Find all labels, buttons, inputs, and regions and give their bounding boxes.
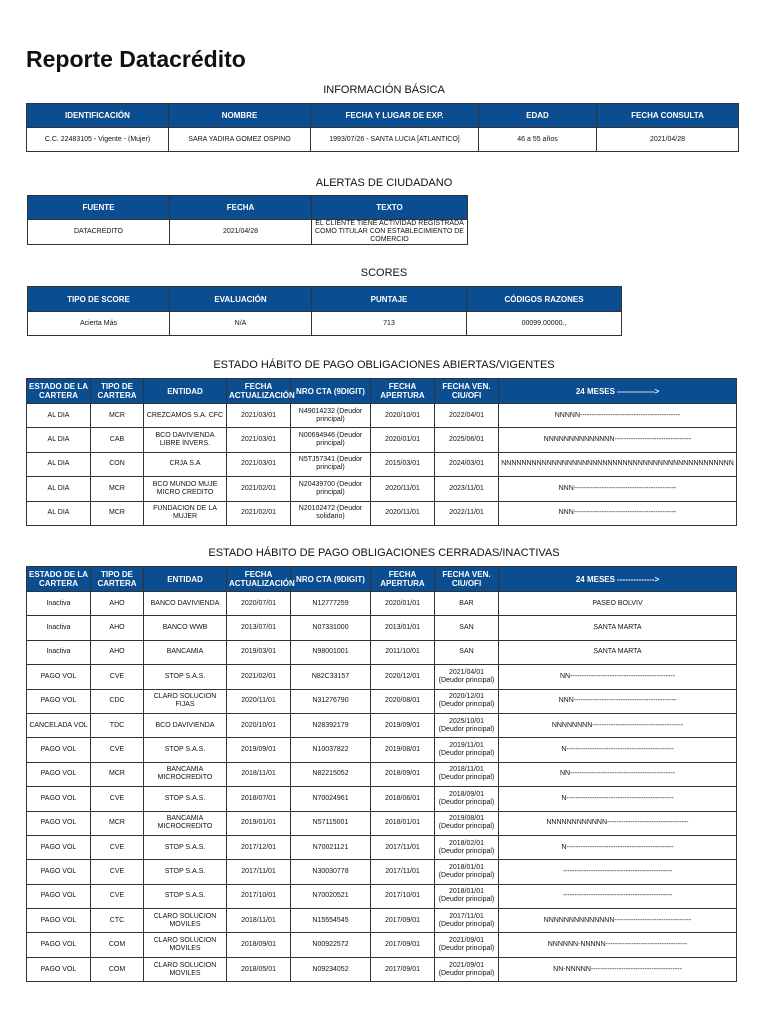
- cell-puntaje: 713: [312, 312, 467, 336]
- header-estado: ESTADO DE LA CARTERA: [27, 567, 91, 592]
- cell-estado: PAGO VOL: [27, 860, 91, 884]
- cell-fecha-ven: 2023/11/01: [435, 477, 499, 501]
- cell-fecha-ven: 2021/09/01 (Deudor principal): [435, 957, 499, 981]
- cell-fecha-apertura: 2020/11/01: [371, 477, 435, 501]
- cell-tipo: COM: [91, 957, 144, 981]
- cell-nro-cta: N57115001: [291, 811, 371, 835]
- header-nro-cta: NRO CTA (9DIGIT): [291, 567, 371, 592]
- cell-nro-cta: N07331000: [291, 616, 371, 640]
- header-fecha-lugar-exp: FECHA Y LUGAR DE EXP.: [311, 104, 479, 128]
- cell-fecha-actualizacion: 2021/02/01: [227, 477, 291, 501]
- cell-entidad: BANCO WWB: [144, 616, 227, 640]
- cell-nro-cta: N10037822: [291, 738, 371, 762]
- cell-fecha-lugar-exp: 1993/07/26 - SANTA LUCIA [ATLANTICO]: [311, 128, 479, 152]
- alertas-table: [27, 195, 468, 245]
- cell-24-meses: SANTA MARTA: [499, 616, 737, 640]
- cell-estado: PAGO VOL: [27, 787, 91, 811]
- cell-fecha-ven: 2018/01/01 (Deudor principal): [435, 860, 499, 884]
- cell-estado: PAGO VOL: [27, 689, 91, 713]
- cell-estado: AL DIA: [27, 501, 91, 525]
- cell-fecha-apertura: 2015/03/01: [371, 452, 435, 476]
- header-fecha-actualizacion: FECHA ACTUALIZACIÓN: [227, 567, 291, 592]
- cell-fecha-apertura: 2019/09/01: [371, 713, 435, 737]
- cell-fecha-actualizacion: 2021/02/01: [227, 501, 291, 525]
- cell-fecha-apertura: 2017/09/01: [371, 957, 435, 981]
- cell-entidad: FUNDACION DE LA MUJER: [144, 501, 227, 525]
- report-title: Reporte Datacrédito: [26, 46, 246, 72]
- cell-fecha-ven: 2018/11/01 (Deudor principal): [435, 762, 499, 786]
- cell-fecha-actualizacion: 2018/07/01: [227, 787, 291, 811]
- cell-fecha: 2021/04/28: [170, 220, 312, 245]
- cell-fecha-apertura: 2018/01/01: [371, 811, 435, 835]
- cell-fecha-ven: 2020/12/01 (Deudor principal): [435, 689, 499, 713]
- cell-fecha-apertura: 2020/08/01: [371, 689, 435, 713]
- informacion-basica-table: [26, 103, 739, 152]
- cell-nro-cta: N70024961: [291, 787, 371, 811]
- header-24-meses: 24 MESES -------------->: [499, 567, 737, 592]
- cell-estado: PAGO VOL: [27, 933, 91, 957]
- header-puntaje: PUNTAJE: [312, 287, 467, 312]
- cell-entidad: STOP S.A.S.: [144, 738, 227, 762]
- cell-entidad: BCO DAVIVIENDA: [144, 713, 227, 737]
- cell-codigos-razones: 00099.00000.,: [467, 312, 622, 336]
- cell-entidad: BANCAMIA MICROCREDITO: [144, 811, 227, 835]
- cell-nro-cta: N70021121: [291, 835, 371, 859]
- cell-fecha-actualizacion: 2017/10/01: [227, 884, 291, 908]
- table-row: [27, 665, 737, 689]
- cell-fecha-apertura: 2020/01/01: [371, 592, 435, 616]
- table-row: [27, 738, 737, 762]
- cell-estado: PAGO VOL: [27, 884, 91, 908]
- cell-entidad: BANCO DAVIVIENDA: [144, 592, 227, 616]
- cell-estado: PAGO VOL: [27, 762, 91, 786]
- scores-table: [27, 286, 622, 336]
- cell-entidad: STOP S.A.S.: [144, 884, 227, 908]
- cell-fecha-apertura: 2020/10/01: [371, 404, 435, 428]
- cell-identificacion: C.C. 22483105 - Vigente - (Mujer): [27, 128, 169, 152]
- cell-tipo: CON: [91, 452, 144, 476]
- table-row: [27, 501, 737, 525]
- cell-fuente: DATACREDITO: [28, 220, 170, 245]
- cell-fecha-ven: 2018/01/01 (Deudor principal): [435, 884, 499, 908]
- cell-nro-cta: N00694946 (Deudor principal): [291, 428, 371, 452]
- cell-fecha-ven: 2019/08/01 (Deudor principal): [435, 811, 499, 835]
- header-entidad: ENTIDAD: [144, 567, 227, 592]
- cell-fecha-apertura: 2017/09/01: [371, 933, 435, 957]
- cell-fecha-actualizacion: 2020/07/01: [227, 592, 291, 616]
- cell-tipo: AHO: [91, 616, 144, 640]
- header-estado: ESTADO DE LA CARTERA: [27, 379, 91, 404]
- cell-24-meses: -----------------------------------------------: [499, 884, 737, 908]
- header-fecha-consulta: FECHA CONSULTA: [597, 104, 739, 128]
- cell-estado: AL DIA: [27, 428, 91, 452]
- cell-fecha-actualizacion: 2018/11/01: [227, 909, 291, 933]
- cell-entidad: CLARO SOLUCION MOVILES: [144, 933, 227, 957]
- cell-nro-cta: N15554545: [291, 909, 371, 933]
- cell-fecha-apertura: 2020/12/01: [371, 665, 435, 689]
- cell-fecha-actualizacion: 2018/05/01: [227, 957, 291, 981]
- cell-fecha-ven: 2018/09/01 (Deudor principal): [435, 787, 499, 811]
- table-row: [27, 762, 737, 786]
- cell-fecha-apertura: 2017/11/01: [371, 860, 435, 884]
- table-row: [27, 592, 737, 616]
- header-texto: TEXTO: [312, 196, 468, 220]
- section-title-alertas: ALERTAS DE CIUDADANO: [315, 177, 453, 189]
- cell-estado: AL DIA: [27, 452, 91, 476]
- cell-tipo: TDC: [91, 713, 144, 737]
- cell-fecha-ven: 2018/02/01 (Deudor principal): [435, 835, 499, 859]
- table-row: [27, 860, 737, 884]
- cell-fecha-actualizacion: 2019/01/01: [227, 811, 291, 835]
- cell-entidad: CLARO SOLUCION MOVILES: [144, 909, 227, 933]
- cell-tipo: MCR: [91, 404, 144, 428]
- cell-nro-cta: N5TJ57341 (Deudor principal): [291, 452, 371, 476]
- cell-fecha-apertura: 2020/01/01: [371, 428, 435, 452]
- cell-estado: Inactiva: [27, 592, 91, 616]
- cell-entidad: STOP S.A.S.: [144, 835, 227, 859]
- header-fuente: FUENTE: [28, 196, 170, 220]
- cell-tipo: CDC: [91, 689, 144, 713]
- cell-estado: AL DIA: [27, 477, 91, 501]
- cell-estado: PAGO VOL: [27, 957, 91, 981]
- cell-tipo: MCR: [91, 501, 144, 525]
- table-row: [27, 477, 737, 501]
- cell-tipo: MCR: [91, 811, 144, 835]
- cell-nro-cta: N82C33157: [291, 665, 371, 689]
- cell-fecha-actualizacion: 2018/09/01: [227, 933, 291, 957]
- cell-fecha-apertura: 2017/10/01: [371, 884, 435, 908]
- cell-edad: 46 a 55 años: [479, 128, 597, 152]
- cell-24-meses: NNNNNNNNNNNN-----------------------------------: [499, 811, 737, 835]
- cell-estado: AL DIA: [27, 404, 91, 428]
- cell-fecha-apertura: 2020/11/01: [371, 501, 435, 525]
- header-nro-cta: NRO CTA (9DIGIT): [291, 379, 371, 404]
- cell-entidad: BANCAMIA: [144, 640, 227, 664]
- table-row: [27, 689, 737, 713]
- cell-fecha-actualizacion: 2020/10/01: [227, 713, 291, 737]
- header-codigos-razones: CÓDIGOS RAZONES: [467, 287, 622, 312]
- cell-nro-cta: N28392179: [291, 713, 371, 737]
- obligaciones-cerradas-table: [26, 566, 737, 982]
- cell-estado: PAGO VOL: [27, 665, 91, 689]
- cell-tipo: MCR: [91, 477, 144, 501]
- cell-fecha-actualizacion: 2021/02/01: [227, 665, 291, 689]
- cell-nro-cta: N98001001: [291, 640, 371, 664]
- cell-nro-cta: N70020521: [291, 884, 371, 908]
- cell-nro-cta: N20439700 (Deudor principal): [291, 477, 371, 501]
- table-row: [27, 884, 737, 908]
- cell-24-meses: NNNNNNNNNNNNNN---------------------------------: [499, 428, 737, 452]
- cell-fecha-actualizacion: 2019/03/01: [227, 640, 291, 664]
- cell-fecha-actualizacion: 2021/03/01: [227, 452, 291, 476]
- header-tipo-score: TIPO DE SCORE: [28, 287, 170, 312]
- cell-entidad: BANCAMIA MICROCREDITO: [144, 762, 227, 786]
- cell-entidad: CLARO SOLUCION FIJAS: [144, 689, 227, 713]
- cell-tipo: CVE: [91, 787, 144, 811]
- header-fecha-actualizacion: FECHA ACTUALIZACIÓN: [227, 379, 291, 404]
- cell-fecha-actualizacion: 2021/03/01: [227, 428, 291, 452]
- cell-estado: Inactiva: [27, 616, 91, 640]
- cell-fecha-ven: SAN: [435, 616, 499, 640]
- table-row: [27, 811, 737, 835]
- cell-estado: CANCELADA VOL: [27, 713, 91, 737]
- header-edad: EDAD: [479, 104, 597, 128]
- cell-tipo: CVE: [91, 884, 144, 908]
- cell-tipo: CVE: [91, 860, 144, 884]
- cell-fecha-apertura: 2017/11/01: [371, 835, 435, 859]
- cell-fecha-ven: 2022/11/01: [435, 501, 499, 525]
- cell-fecha-apertura: 2019/08/01: [371, 738, 435, 762]
- cell-entidad: STOP S.A.S.: [144, 860, 227, 884]
- table-row: [27, 404, 737, 428]
- cell-24-meses: NNNNNNNNNNNNNNNNNNNNNNNNNNNNNNNNNNNNNNNNNNNNNN: [499, 452, 737, 476]
- table-row: [27, 452, 737, 476]
- cell-fecha-actualizacion: 2019/09/01: [227, 738, 291, 762]
- section-title-informacion-basica: INFORMACIÓN BÁSICA: [323, 84, 445, 96]
- cell-tipo: COM: [91, 933, 144, 957]
- table-row: [27, 909, 737, 933]
- cell-24-meses: NNNNNNNNNNNNNN---------------------------------: [499, 909, 737, 933]
- cell-evaluacion: N/A: [170, 312, 312, 336]
- cell-fecha-actualizacion: 2020/11/01: [227, 689, 291, 713]
- cell-fecha-ven: 2021/04/01 (Deudor principal): [435, 665, 499, 689]
- cell-fecha-ven: 2019/11/01 (Deudor principal): [435, 738, 499, 762]
- header-fecha-ven: FECHA VEN. CIU/OFI: [435, 567, 499, 592]
- cell-24-meses: NNN--------------------------------------------: [499, 477, 737, 501]
- cell-fecha-actualizacion: 2017/11/01: [227, 860, 291, 884]
- cell-tipo: CVE: [91, 665, 144, 689]
- table-row: [27, 835, 737, 859]
- cell-fecha-ven: 2025/10/01 (Deudor principal): [435, 713, 499, 737]
- cell-tipo: CTC: [91, 909, 144, 933]
- cell-24-meses: NNNNN-------------------------------------------: [499, 404, 737, 428]
- cell-nro-cta: N09234052: [291, 957, 371, 981]
- table-row: [27, 640, 737, 664]
- table-row: [27, 957, 737, 981]
- cell-fecha-actualizacion: 2021/03/01: [227, 404, 291, 428]
- header-evaluacion: EVALUACIÓN: [170, 287, 312, 312]
- cell-nro-cta: N82215052: [291, 762, 371, 786]
- obligaciones-abiertas-table: [26, 378, 737, 526]
- cell-24-meses: PASEO BOLVIV: [499, 592, 737, 616]
- cell-fecha-ven: 2017/11/01 (Deudor principal): [435, 909, 499, 933]
- cell-fecha-apertura: 2013/01/01: [371, 616, 435, 640]
- cell-nro-cta: N12777259: [291, 592, 371, 616]
- table-row: [27, 616, 737, 640]
- cell-24-meses: NNN--------------------------------------------: [499, 689, 737, 713]
- header-entidad: ENTIDAD: [144, 379, 227, 404]
- cell-tipo: CVE: [91, 738, 144, 762]
- header-fecha-apertura: FECHA APERTURA: [371, 379, 435, 404]
- cell-fecha-actualizacion: 2017/12/01: [227, 835, 291, 859]
- cell-estado: PAGO VOL: [27, 738, 91, 762]
- cell-nro-cta: N00922572: [291, 933, 371, 957]
- cell-fecha-apertura: 2018/09/01: [371, 762, 435, 786]
- cell-fecha-actualizacion: 2013/07/01: [227, 616, 291, 640]
- cell-fecha-actualizacion: 2018/11/01: [227, 762, 291, 786]
- cell-24-meses: NNN--------------------------------------------: [499, 501, 737, 525]
- cell-tipo: AHO: [91, 640, 144, 664]
- header-nombre: NOMBRE: [169, 104, 311, 128]
- cell-tipo: MCR: [91, 762, 144, 786]
- header-tipo: TIPO DE CARTERA: [91, 379, 144, 404]
- table-row: [27, 713, 737, 737]
- cell-tipo: CAB: [91, 428, 144, 452]
- cell-estado: PAGO VOL: [27, 835, 91, 859]
- cell-entidad: CREZCAMOS S.A. CFC: [144, 404, 227, 428]
- cell-fecha-ven: SAN: [435, 640, 499, 664]
- cell-tipo: AHO: [91, 592, 144, 616]
- section-title-obligaciones-cerradas: ESTADO HÁBITO DE PAGO OBLIGACIONES CERRADAS/INACTIVAS: [208, 547, 560, 559]
- header-fecha-apertura: FECHA APERTURA: [371, 567, 435, 592]
- table-row: [27, 933, 737, 957]
- cell-entidad: CRJA S.A: [144, 452, 227, 476]
- cell-entidad: BCO MUNDO MUJE MICRO CREDITO: [144, 477, 227, 501]
- cell-24-meses: NN---------------------------------------------: [499, 762, 737, 786]
- header-fecha-ven: FECHA VEN. CIU/OFI: [435, 379, 499, 404]
- cell-entidad: STOP S.A.S.: [144, 665, 227, 689]
- cell-fecha-ven: 2024/03/01: [435, 452, 499, 476]
- cell-fecha-ven: 2022/04/01: [435, 404, 499, 428]
- cell-estado: PAGO VOL: [27, 811, 91, 835]
- cell-tipo: CVE: [91, 835, 144, 859]
- header-fecha: FECHA: [170, 196, 312, 220]
- cell-24-meses: SANTA MARTA: [499, 640, 737, 664]
- cell-nro-cta: N20102472 (Deudor solidario): [291, 501, 371, 525]
- cell-24-meses: NN---------------------------------------------: [499, 665, 737, 689]
- cell-entidad: BCO DAVIVIENDA LIBRE INVERS.: [144, 428, 227, 452]
- cell-fecha-apertura: 2017/09/01: [371, 909, 435, 933]
- header-identificacion: IDENTIFICACIÓN: [27, 104, 169, 128]
- cell-24-meses: N----------------------------------------------: [499, 738, 737, 762]
- cell-fecha-consulta: 2021/04/28: [597, 128, 739, 152]
- cell-fecha-apertura: 2011/10/01: [371, 640, 435, 664]
- table-row: [27, 428, 737, 452]
- cell-nombre: SARA YADIRA GOMEZ OSPINO: [169, 128, 311, 152]
- cell-24-meses: N----------------------------------------------: [499, 835, 737, 859]
- cell-texto: EL CLIENTE TIENE ACTIVIDAD REGISTRADA COMO TITULAR CON ESTABLECIMIENTO DE COMERCIO: [312, 220, 468, 245]
- cell-fecha-apertura: 2018/06/01: [371, 787, 435, 811]
- cell-24-meses: N----------------------------------------------: [499, 787, 737, 811]
- section-title-scores: SCORES: [360, 267, 408, 279]
- header-tipo: TIPO DE CARTERA: [91, 567, 144, 592]
- cell-fecha-ven: BAR: [435, 592, 499, 616]
- cell-fecha-ven: 2025/06/01: [435, 428, 499, 452]
- cell-fecha-ven: 2021/09/01 (Deudor principal): [435, 933, 499, 957]
- cell-entidad: STOP S.A.S.: [144, 787, 227, 811]
- header-24-meses: 24 MESES -------------->: [499, 379, 737, 404]
- cell-24-meses: NN-NNNNN---------------------------------------: [499, 957, 737, 981]
- cell-estado: PAGO VOL: [27, 909, 91, 933]
- cell-24-meses: NNNNNNNN---------------------------------------: [499, 713, 737, 737]
- section-title-obligaciones-abiertas: ESTADO HÁBITO DE PAGO OBLIGACIONES ABIERTAS/VIGENTES: [213, 359, 555, 371]
- cell-nro-cta: N31276790: [291, 689, 371, 713]
- cell-estado: Inactiva: [27, 640, 91, 664]
- cell-tipo-score: Acierta Más: [28, 312, 170, 336]
- cell-entidad: CLARO SOLUCION MOVILES: [144, 957, 227, 981]
- cell-24-meses: NNNNNN-NNNNN-----------------------------------: [499, 933, 737, 957]
- cell-nro-cta: N49014232 (Deudor principal): [291, 404, 371, 428]
- cell-nro-cta: N30030778: [291, 860, 371, 884]
- table-row: [27, 787, 737, 811]
- cell-24-meses: -----------------------------------------------: [499, 860, 737, 884]
